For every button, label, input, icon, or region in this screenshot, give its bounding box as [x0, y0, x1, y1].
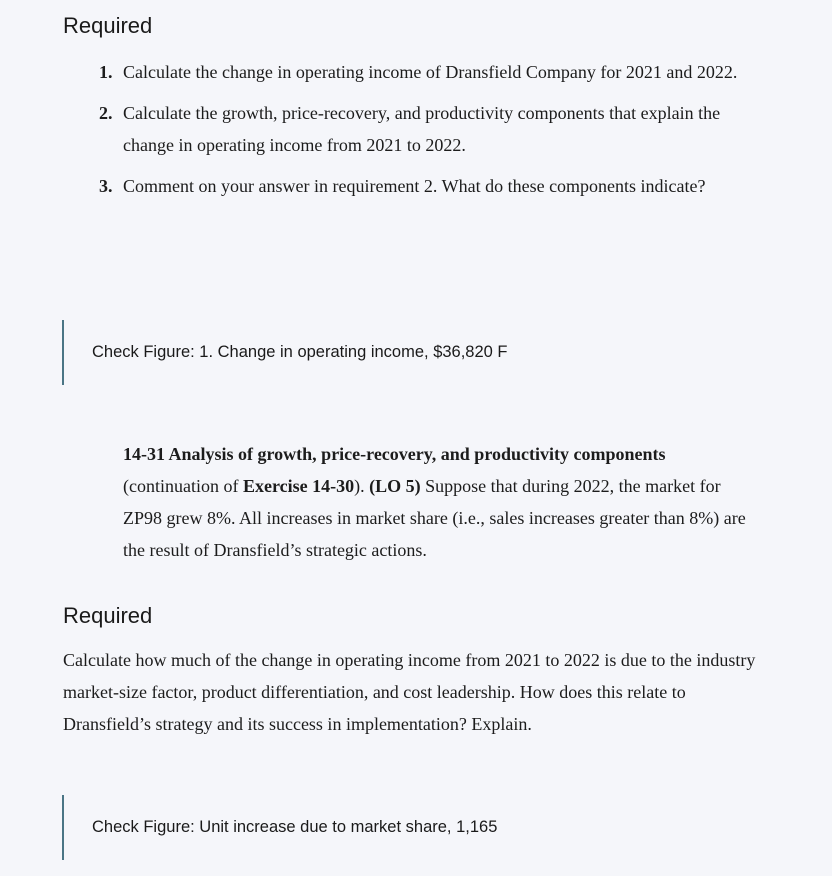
requirement-paragraph: Calculate how much of the change in operating income from 2021 to 2022 is due to the industry market-size factor, product differentiation, and cost leadership. How does this relate to Dransfield’s strategy and its success in implementation? Explain. — [63, 650, 756, 734]
check-figure-2 — [62, 795, 497, 860]
exercise-title: 14-31 Analysis of growth, price-recovery, and productivity components — [123, 444, 666, 464]
check-figure-1 — [62, 320, 508, 385]
learning-objective: (LO 5) — [369, 476, 421, 496]
exercise-continuation-open: (continuation of — [123, 476, 243, 496]
exercise-reference: Exercise 14-30 — [242, 476, 355, 496]
requirement-item-2 — [99, 97, 759, 161]
requirement-text: Calculate the growth, price-recovery, and productivity components that explain the change in operating income from 2021 to 2022. — [123, 103, 721, 155]
requirement-item-3 — [99, 170, 759, 202]
requirement-number: 1. — [99, 62, 113, 82]
exercise-continuation-close: ). — [354, 476, 370, 496]
exercise-paragraph — [123, 438, 753, 566]
required-heading-1: Required — [63, 13, 153, 38]
requirements-list — [99, 56, 759, 211]
requirement-text: Comment on your answer in requirement 2. What do these components indicate? — [123, 176, 706, 196]
requirement-number: 3. — [99, 176, 113, 196]
requirement-number: 2. — [99, 103, 113, 123]
requirement-text: Calculate the change in operating income of Dransfield Company for 2021 and 2022. — [123, 62, 738, 82]
exercise-body: Suppose that during 2022, the market for ZP98 grew 8%. All increases in market share (i.e., sales increases greater than 8%) are the result of Dransfield’s strategic actions. — [123, 476, 746, 560]
check-figure-text: Check Figure: 1. Change in operating income, $36,820 F — [92, 343, 508, 361]
required-heading-2: Required — [63, 603, 153, 628]
check-figure-text: Check Figure: Unit increase due to market share, 1,165 — [92, 818, 498, 836]
requirement-item-1 — [99, 56, 759, 88]
